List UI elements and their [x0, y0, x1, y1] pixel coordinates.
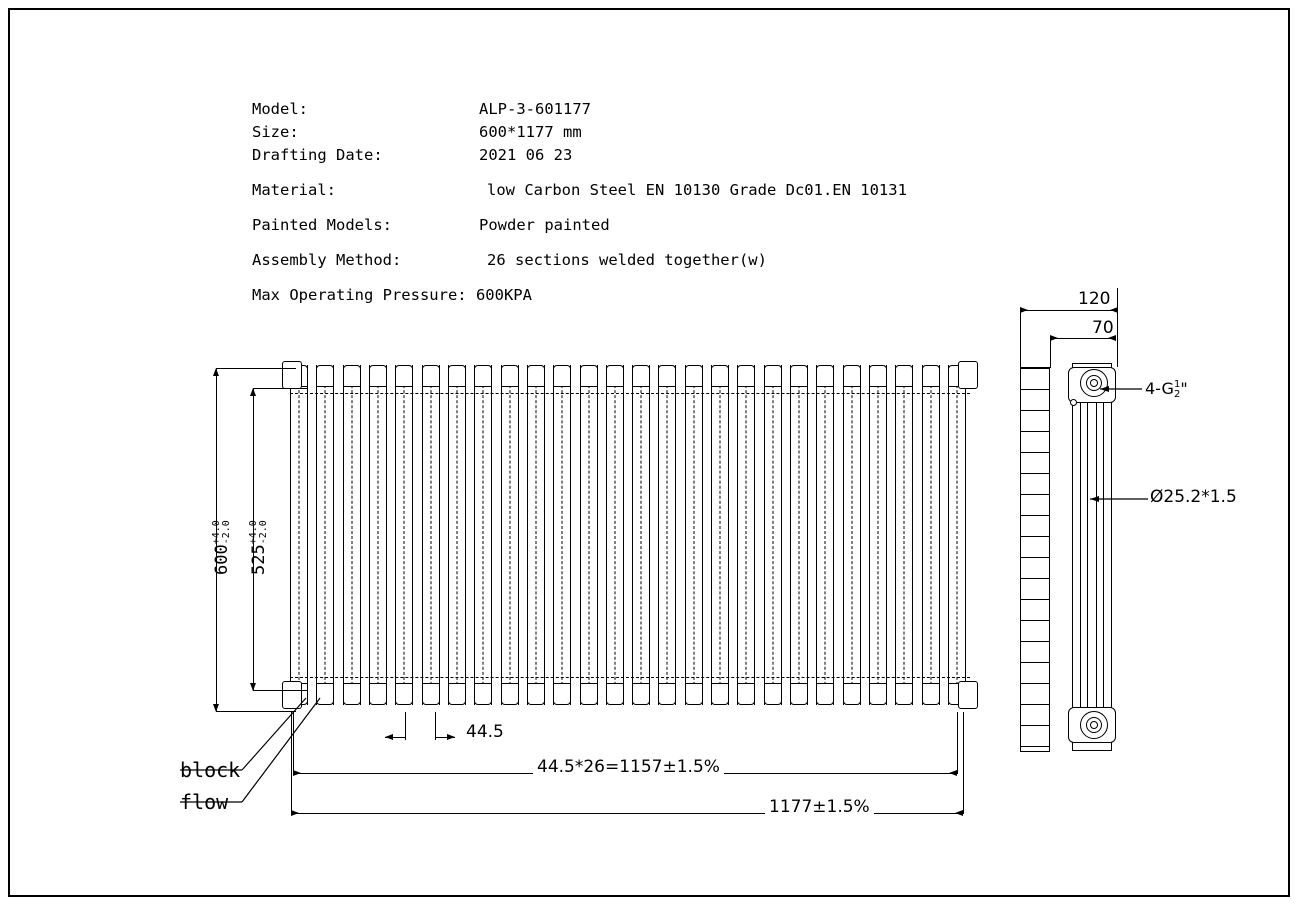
- dim-600-tol-minus: -2.0: [221, 520, 232, 545]
- radiator-section: [527, 365, 545, 705]
- spec-value-drafting-date: 2021 06 23: [479, 146, 573, 164]
- radiator-section: [422, 365, 440, 705]
- radiator-section: [869, 365, 887, 705]
- section-cap-top: [816, 365, 834, 387]
- section-cap-top: [474, 365, 492, 387]
- section-cap-top: [580, 365, 598, 387]
- ext-line-top-600: [216, 368, 296, 369]
- ext-line-pitch-left: [405, 712, 406, 740]
- end-block-top-right: [958, 361, 978, 389]
- section-cap-bottom: [895, 683, 913, 705]
- section-cap-bottom: [606, 683, 624, 705]
- spec-value-painted-models: Powder painted: [479, 216, 610, 234]
- section-cap-top: [658, 365, 676, 387]
- radiator-section: [632, 365, 650, 705]
- radiator-section: [501, 365, 519, 705]
- section-cap-top: [843, 365, 861, 387]
- radiator-section: [816, 365, 834, 705]
- section-cap-bottom: [685, 683, 703, 705]
- spec-label-drafting-date: Drafting Date:: [252, 146, 383, 164]
- section-cap-bottom: [422, 683, 440, 705]
- radiator-section: [790, 365, 808, 705]
- spec-label-assembly-method: Assembly Method:: [252, 251, 402, 269]
- radiator-section: [369, 365, 387, 705]
- dim-arrow-up: [213, 368, 219, 376]
- spec-label-material: Material:: [252, 181, 336, 199]
- radiator-section: [606, 365, 624, 705]
- section-cap-top: [316, 365, 334, 387]
- ext-line-1177-right: [963, 712, 964, 814]
- dim-arrow-left: [949, 770, 957, 776]
- ext-line-70-left: [1050, 338, 1051, 368]
- connection-frac-num: 1: [1173, 378, 1181, 390]
- section-cap-bottom: [501, 683, 519, 705]
- section-cap-bottom: [632, 683, 650, 705]
- section-cap-bottom: [790, 683, 808, 705]
- section-cap-top: [895, 365, 913, 387]
- dim-arrow-right: [291, 810, 299, 816]
- dim-arrow-right: [1050, 335, 1058, 341]
- radiator-section: [658, 365, 676, 705]
- section-cap-top: [711, 365, 729, 387]
- dim-525-value: 525: [249, 544, 269, 575]
- spec-value-assembly-method: 26 sections welded together(w): [487, 251, 767, 269]
- dim-arrow-up: [250, 388, 256, 396]
- spec-value-size: 600*1177 mm: [479, 123, 582, 141]
- dim-text-120: 120: [1078, 289, 1111, 309]
- spec-label-painted-models: Painted Models:: [252, 216, 392, 234]
- section-cap-bottom: [658, 683, 676, 705]
- wall-hatch: [1020, 367, 1050, 752]
- ext-line-top-525: [253, 388, 308, 389]
- section-cap-bottom: [369, 683, 387, 705]
- section-cap-bottom: [448, 683, 466, 705]
- radiator-side-outline: [1072, 363, 1112, 751]
- dim-arrow-left: [385, 734, 393, 740]
- radiator-section: [895, 365, 913, 705]
- dim-text-connection: [1145, 379, 1188, 400]
- dim-text-525: [249, 520, 269, 575]
- end-block-top-left: [282, 361, 302, 389]
- dim-text-tube: Ø25.2*1.5: [1150, 487, 1237, 507]
- dim-text-pitch: 44.5: [466, 722, 504, 742]
- section-cap-bottom: [843, 683, 861, 705]
- radiator-section: [448, 365, 466, 705]
- section-cap-top: [764, 365, 782, 387]
- dim-text-70: 70: [1092, 318, 1114, 338]
- dim-arrow-right: [1020, 307, 1028, 313]
- radiator-section: [474, 365, 492, 705]
- ext-line-1157-right: [957, 712, 958, 774]
- section-cap-top: [685, 365, 703, 387]
- connection-label: 4-G: [1145, 379, 1174, 398]
- section-cap-bottom: [737, 683, 755, 705]
- section-cap-top: [501, 365, 519, 387]
- section-cap-bottom: [527, 683, 545, 705]
- radiator-section: [290, 365, 308, 705]
- header-centerline-bottom: [290, 677, 970, 678]
- section-cap-top: [632, 365, 650, 387]
- radiator-section: [843, 365, 861, 705]
- ext-line-pitch-right: [435, 712, 436, 740]
- dim-600-value: 600: [212, 544, 232, 575]
- spec-label-model: Model:: [252, 100, 308, 118]
- dim-600-tol-plus: +4.0: [211, 520, 222, 545]
- ext-line-120-right: [1117, 288, 1118, 367]
- radiator-section: [764, 365, 782, 705]
- section-cap-top: [369, 365, 387, 387]
- section-cap-top: [922, 365, 940, 387]
- end-block-bottom-right: [958, 681, 978, 709]
- radiator-section: [553, 365, 571, 705]
- radiator-section: [580, 365, 598, 705]
- front-view-drawing: [290, 365, 970, 705]
- section-cap-bottom: [395, 683, 413, 705]
- section-cap-top: [448, 365, 466, 387]
- section-cap-top: [527, 365, 545, 387]
- section-cap-bottom: [711, 683, 729, 705]
- section-cap-bottom: [869, 683, 887, 705]
- connection-frac-den: 2: [1173, 388, 1181, 400]
- header-centerline-top: [290, 393, 970, 394]
- section-cap-bottom: [816, 683, 834, 705]
- spec-max-operating-pressure: Max Operating Pressure: 600KPA: [252, 286, 532, 304]
- radiator-section: [343, 365, 361, 705]
- section-cap-top: [395, 365, 413, 387]
- section-cap-top: [343, 365, 361, 387]
- spec-value-model: ALP-3-601177: [479, 100, 591, 118]
- label-block: block: [180, 758, 241, 782]
- dim-525-tol-plus: +4.0: [248, 520, 259, 545]
- section-cap-top: [553, 365, 571, 387]
- top-connector-inner: [1090, 379, 1098, 387]
- connection-unit: ": [1180, 379, 1188, 398]
- radiator-section: [922, 365, 940, 705]
- dim-arrow-right: [447, 734, 455, 740]
- radiator-section: [711, 365, 729, 705]
- section-cap-top: [422, 365, 440, 387]
- section-cap-bottom: [580, 683, 598, 705]
- bottom-connector-inner: [1090, 721, 1098, 729]
- label-flow: flow: [180, 790, 229, 814]
- radiator-section: [737, 365, 755, 705]
- ext-line-120-left: [1020, 310, 1021, 367]
- dim-text-600: [212, 520, 232, 575]
- dim-525-tol-minus: -2.0: [258, 520, 269, 545]
- radiator-section: [395, 365, 413, 705]
- radiator-section: [316, 365, 334, 705]
- section-cap-top: [606, 365, 624, 387]
- section-cap-bottom: [764, 683, 782, 705]
- dim-line-120: [1020, 310, 1118, 311]
- radiator-section: [685, 365, 703, 705]
- section-cap-top: [737, 365, 755, 387]
- radiator-tube-front: [1080, 385, 1088, 730]
- spec-value-material: low Carbon Steel EN 10130 Grade Dc01.EN 10131: [487, 181, 907, 199]
- section-cap-bottom: [553, 683, 571, 705]
- radiator-fin-array: [290, 365, 970, 705]
- radiator-tube-rear: [1096, 385, 1104, 730]
- radiator-section: [948, 365, 966, 705]
- dim-text-1177: 1177±1.5%: [765, 797, 874, 817]
- spec-label-size: Size:: [252, 123, 299, 141]
- section-cap-bottom: [922, 683, 940, 705]
- side-view-drawing: [1020, 355, 1260, 755]
- dim-text-1157: 44.5*26=1157±1.5%: [533, 757, 724, 777]
- section-cap-bottom: [474, 683, 492, 705]
- dim-line-70: [1050, 338, 1116, 339]
- dim-arrow-left: [955, 810, 963, 816]
- section-cap-top: [869, 365, 887, 387]
- section-cap-top: [790, 365, 808, 387]
- top-bleed-port: [1070, 399, 1077, 406]
